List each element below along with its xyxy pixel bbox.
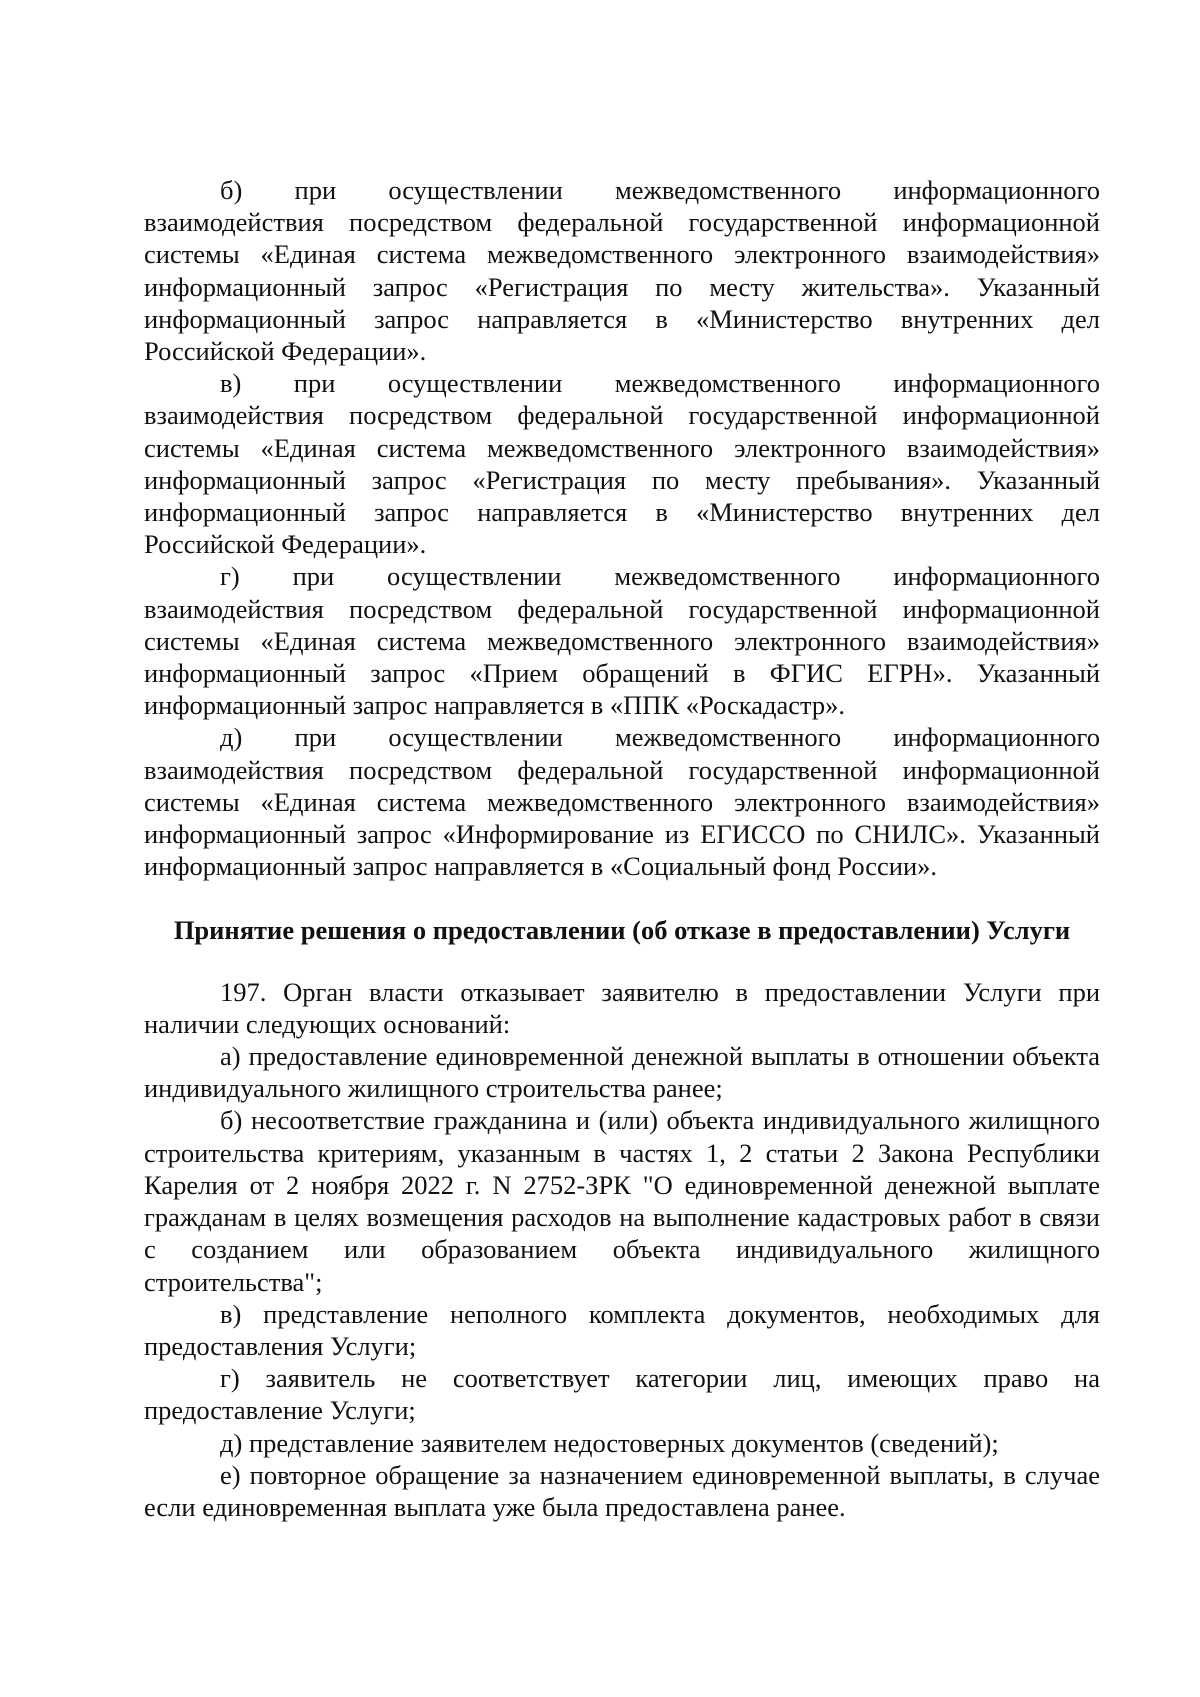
- list-item: [144, 1040, 1100, 1104]
- item-text: представление заявителем недостоверных документов (сведений);: [248, 1427, 999, 1458]
- item-text: представление неполного комплекта документов, необходимых для предоставления Услуги;: [144, 1298, 1100, 1361]
- item-text: повторное обращение за назначением единовременной выплаты, в случае если единовременная выплата уже была предоставлена ранее.: [144, 1459, 1100, 1522]
- item-label: д): [220, 722, 243, 753]
- item-label: б): [220, 1105, 243, 1136]
- list-item: [144, 1362, 1100, 1426]
- item-text: при осуществлении межведомственного информационного взаимодействия посредством федеральной государственной информационной системы «Единая система межведомственного электронного взаимодействия» информационный запрос «Информирование из ЕГИССО по СНИЛС». Указанный информационный запрос направляется в «Социальный фонд России».: [144, 722, 1100, 882]
- list-item: [144, 174, 1100, 367]
- clause-197: [144, 976, 1100, 1040]
- clause-number: 197.: [220, 976, 267, 1007]
- item-label: а): [220, 1041, 241, 1072]
- list-item: [144, 1459, 1100, 1523]
- list-item: [144, 721, 1100, 882]
- list-item: [144, 560, 1100, 721]
- clause-text: Орган власти отказывает заявителю в предоставлении Услуги при наличии следующих оснований:: [144, 976, 1101, 1039]
- item-label: е): [220, 1459, 241, 1490]
- item-text: при осуществлении межведомственного информационного взаимодействия посредством федеральной государственной информационной системы «Единая система межведомственного электронного взаимодействия» информационный запрос «Регистрация по месту пребывания». Указанный информационный запрос направляется в «Министерство внутренних дел Российской Федерации».: [144, 368, 1100, 560]
- list-item: [144, 367, 1100, 560]
- item-text: предоставление единовременной денежной выплаты в отношении объекта индивидуального жилищного строительства ранее;: [144, 1041, 1101, 1104]
- item-text: заявитель не соответствует категории лиц, имеющих право на предоставление Услуги;: [144, 1363, 1100, 1426]
- section-heading: Принятие решения о предоставлении (об отказе в предоставлении) Услуги: [173, 915, 1071, 946]
- list-item: [144, 1298, 1100, 1362]
- item-label: д): [220, 1427, 243, 1458]
- item-text: несоответствие гражданина и (или) объекта индивидуального жилищного строительства критериям, указанным в частях 1, 2 статьи 2 Закона Республики Карелия от 2 ноября 2022 г. N 2752-ЗРК "О единовременной денежной выплате гражданам в целях возмещения расходов на выполнение кадастровых работ в связи с созданием или образованием объекта индивидуального жилищного строительства";: [144, 1105, 1100, 1297]
- item-label: г): [220, 1363, 240, 1394]
- item-text: при осуществлении межведомственного информационного взаимодействия посредством федеральной государственной информационной системы «Единая система межведомственного электронного взаимодействия» информационный запрос «Регистрация по месту жительства». Указанный информационный запрос направляется в «Министерство внутренних дел Российской Федерации».: [144, 175, 1100, 367]
- item-label: в): [220, 1298, 242, 1329]
- item-label: в): [220, 368, 242, 399]
- document-page: [144, 174, 1100, 1523]
- item-label: б): [220, 175, 243, 205]
- item-label: г): [220, 561, 240, 592]
- list-item: [144, 1104, 1100, 1297]
- item-text: при осуществлении межведомственного информационного взаимодействия посредством федеральной государственной информационной системы «Единая система межведомственного электронного взаимодействия» информационный запрос «Прием обращений в ФГИС ЕГРН». Указанный информационный запрос направляется в «ППК «Роскадастр».: [144, 561, 1100, 721]
- list-item: [144, 1427, 1100, 1459]
